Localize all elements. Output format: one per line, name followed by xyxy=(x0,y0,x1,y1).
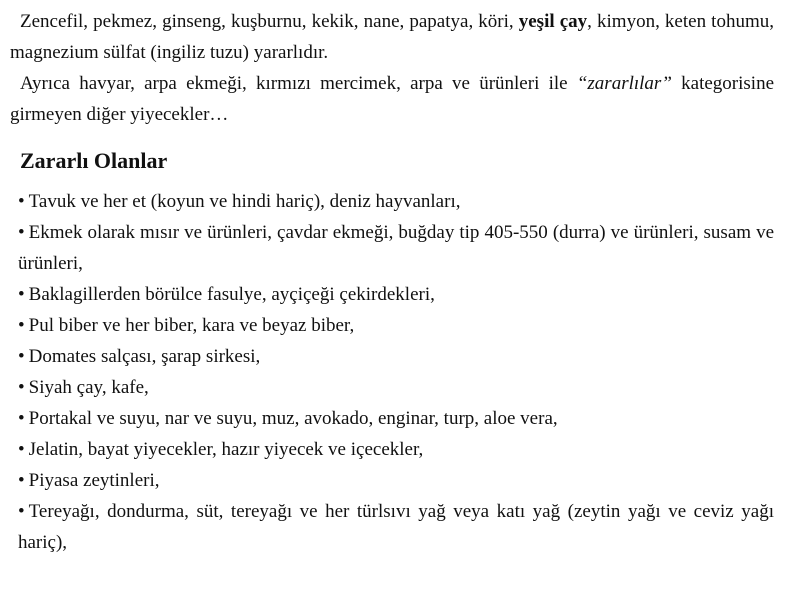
other-foods-text-start: Ayrıca havyar, arpa ekmeği, kırmızı mercimek, arpa ve ürünleri ile xyxy=(20,73,577,94)
list-item xyxy=(18,403,774,434)
list-item xyxy=(18,372,774,403)
other-foods-text-end: kategorisine girmeyen diğer yiyecekler… xyxy=(10,73,774,125)
bullet-mark: • xyxy=(18,377,25,398)
beneficial-text-end: , kimyon, keten tohumu, magnezium sülfat (ingiliz tuzu) yararlıdır. xyxy=(10,11,774,63)
bullet-mark: • xyxy=(18,315,25,336)
list-item xyxy=(18,186,774,217)
bullet-mark: • xyxy=(18,191,25,212)
bullet-mark: • xyxy=(18,501,25,522)
bullet-mark: • xyxy=(18,408,25,429)
list-item xyxy=(18,496,774,558)
bullet-mark: • xyxy=(18,346,25,367)
bullet-mark: • xyxy=(18,284,25,305)
list-item xyxy=(18,217,774,279)
list-item-text: Piyasa zeytinleri, xyxy=(28,470,160,491)
highlighted-green-tea: yeşil çay xyxy=(518,11,588,32)
list-item xyxy=(18,341,774,372)
list-item-text: Domates salçası, şarap sirkesi, xyxy=(28,346,261,367)
list-item-text: Pul biber ve her biber, kara ve beyaz biber, xyxy=(28,315,355,336)
list-item xyxy=(18,434,774,465)
beneficial-text-start: Zencefil, pekmez, ginseng, kuşburnu, kekik, nane, papatya, köri, xyxy=(20,11,519,32)
list-item-text: Siyah çay, kafe, xyxy=(28,377,149,398)
bullet-mark: • xyxy=(18,222,25,243)
intro-paragraph-other-foods xyxy=(10,68,774,130)
list-item-text: Baklagillerden börülce fasulye, ayçiçeği çekirdekleri, xyxy=(28,284,435,305)
bullet-mark: • xyxy=(18,439,25,460)
list-item xyxy=(18,279,774,310)
bullet-mark: • xyxy=(18,470,25,491)
section-heading-harmful: Zararlı Olanlar xyxy=(20,148,168,173)
list-item-text: Tavuk ve her et (koyun ve hindi hariç), deniz hayvanları, xyxy=(28,191,461,212)
intro-paragraph-beneficial xyxy=(10,6,774,68)
list-item-text: Portakal ve suyu, nar ve suyu, muz, avokado, enginar, turp, aloe vera, xyxy=(28,408,558,429)
list-item xyxy=(18,310,774,341)
harmful-foods-list xyxy=(10,186,774,558)
list-item-text: Tereyağı, dondurma, süt, tereyağı ve her türlsıvı yağ veya katı yağ (zeytin yağı ve ceviz yağı hariç), xyxy=(18,501,774,553)
list-item-text: Ekmek olarak mısır ve ürünleri, çavdar ekmeği, buğday tip 405-550 (durra) ve ürünleri, susam ve ürünleri, xyxy=(18,222,774,274)
list-item-text: Jelatin, bayat yiyecekler, hazır yiyecek ve içecekler, xyxy=(28,439,424,460)
quoted-harmful-category: “zararlılar” xyxy=(576,73,672,94)
list-item xyxy=(18,465,774,496)
